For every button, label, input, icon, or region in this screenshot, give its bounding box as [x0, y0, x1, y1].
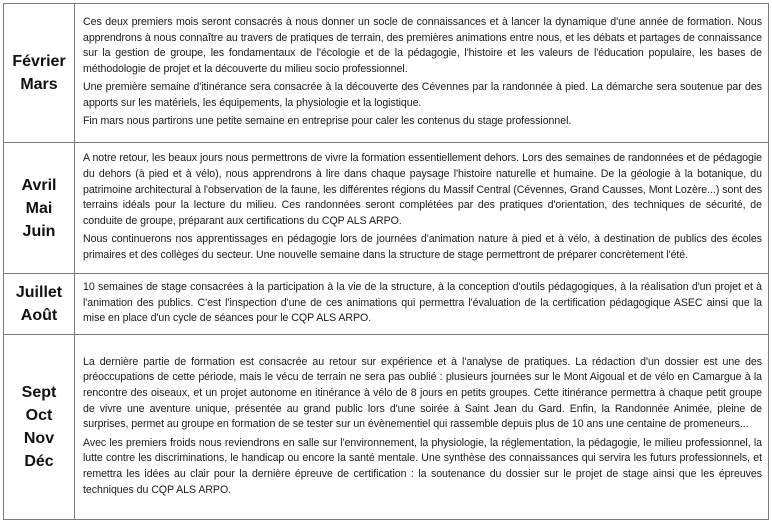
schedule-row-feb-mar: [4, 4, 769, 143]
description-cell: [75, 143, 769, 274]
description-paragraph: Ces deux premiers mois seront consacrés à nous donner un socle de connaissances et à lancer la dynamique d'une année de formation. Nous apprendrons à nous connaître au travers de pratiques de terrain, des premières animations entre nous, et les débats et partages de connaissance sur la gestion de groupe, les fondamentaux de l'écologie et de la pédagogie, l'histoire et les valeurs de l'éducation populaire, les bases de méthodologie de projet et la découverte du milieu socio professionnel.: [83, 15, 762, 75]
period-cell: [4, 143, 75, 274]
training-schedule-table: [3, 3, 769, 520]
description-paragraph: La dernière partie de formation est consacrée au retour sur expérience et à l'analyse de pratiques. La rédaction d'un dossier est une des préoccupations de cette période, mais le vécu de terrain ne sera pas oublié : plusieurs journées sur le Mont Aigoual et de vélo en Camargue à la rencontre des oiseaux, et un projet autonome en itinérance à vélo de 8 jours en petits groupes. Cette itinérance permettra à chaque petit groupe de vivre une aventure unique, présentée au grand public lors d'une soirée à Saint Jean du Gard. Enfin, la Randonnée Animée, pleine de surprises, permet au groupe en formation de se tester sur un évènementiel qui rassemble depuis plus de 10 ans une centaine de promeneurs...: [83, 355, 762, 431]
month-label: Août: [20, 307, 58, 324]
month-label: Avril: [21, 176, 57, 194]
month-label: Juillet: [15, 284, 63, 301]
month-label: Sept: [21, 384, 57, 401]
description-paragraph: Fin mars nous partirons une petite semaine en entreprise pour caler les contenus du stage professionnel.: [83, 115, 572, 128]
schedule-row-jul-aug: [4, 274, 769, 335]
description-paragraph: 10 semaines de stage consacrées à la participation à la vie de la structure, à la conception d'outils pédagogiques, à la réalisation d'un projet et à l'animation des publics. C'est l'inspection d'une de ces animations qui permettra l'évaluation de la certification pédagogique ASEC ainsi que la mise en place d'un cycle de séances pour le CQP ALS ARPO.: [83, 281, 762, 325]
month-label: Mai: [25, 199, 53, 217]
period-cell: [4, 335, 75, 520]
month-label: Oct: [25, 407, 53, 424]
description-cell: [75, 4, 769, 143]
schedule-row-sep-dec: [4, 335, 769, 520]
month-label: Déc: [24, 453, 54, 470]
month-label: Juin: [22, 222, 56, 240]
period-cell: [4, 4, 75, 143]
month-label: Nov: [23, 430, 55, 447]
period-cell: [4, 274, 75, 335]
description-cell: [75, 335, 769, 520]
description-paragraph: Avec les premiers froids nous reviendrons en salle sur l'environnement, la physiologie, la réglementation, la pédagogie, le milieu professionnel, la lutte contre les discriminations, le handicap ou encore la santé mentale. Une synthèse des connaissances qui servira les futurs professionnels, et remettra les idées au clair pour la dernière épreuve de certification : la soutenance du dossier sur le projet de stage ainsi que les épreuves techniques du CQP ALS ARPO.: [83, 436, 762, 496]
month-label: Février: [12, 53, 66, 70]
description-paragraph: A notre retour, les beaux jours nous permettrons de vivre la formation essentiellement dehors. Lors des semaines de randonnées et de pédagogie du dehors (à pied et à vélo), nous apprendrons à lire dans chaque paysage l'histoire naturelle et humaine. De la géologie à la botanique, du patrimoine architectural à l'observation de la faune, les différentes régions du Massif Central (Cévennes, Grand Causses, Mont Lozère...) sont des terrains idéals pour la lecture du milieu. Ces randonnées seront complétées par des pratiques d'orientation, des techniques de sécurité, de conduite de groupe, préparant aux certifications du CQP ALS ARPO.: [83, 152, 762, 227]
month-label: Mars: [20, 76, 58, 93]
description-paragraph: Nous continuerons nos apprentissages en pédagogie lors de journées d'animation nature à pied et à vélo, à destination de publics des écoles primaires et des collèges du secteur. Une nouvelle semaine dans la structure de stage permettront de préparer concrètement l'été.: [83, 233, 762, 261]
description-paragraph: Une première semaine d'itinérance sera consacrée à la découverte des Cévennes par la randonnée à pied. La démarche sera soutenue par des apports sur les matériels, les équipements, la physiologie et la logistique.: [83, 81, 762, 109]
schedule-row-apr-jun: [4, 143, 769, 274]
description-cell: [75, 274, 769, 335]
